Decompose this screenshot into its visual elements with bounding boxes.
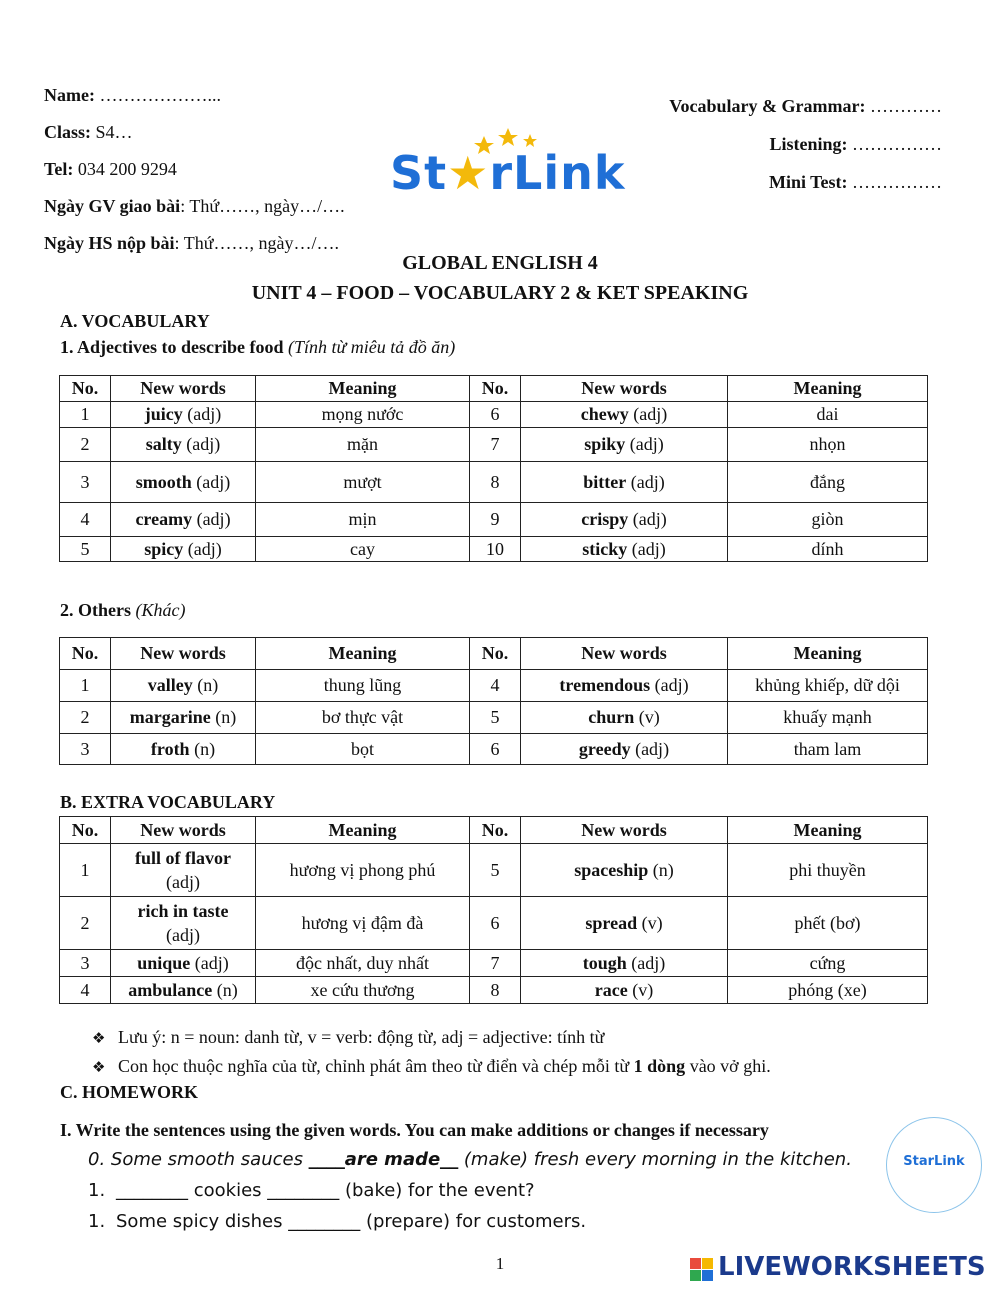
table-cell: 6	[470, 897, 521, 950]
table-cell: nhọn	[728, 428, 928, 462]
table-cell: churn (v)	[521, 702, 728, 734]
table-cell: salty (adj)	[111, 428, 256, 462]
page-number: 1	[495, 1254, 505, 1273]
table-cell: cay	[256, 537, 470, 562]
table-cell: hương vị phong phú	[256, 844, 470, 897]
table-cell: race (v)	[521, 977, 728, 1004]
table-header-cell: No.	[470, 817, 521, 844]
section-c-heading: C. HOMEWORK	[60, 1082, 198, 1102]
table-header-cell: Meaning	[256, 376, 470, 402]
table-cell: thung lũng	[256, 670, 470, 702]
table-header-cell: No.	[470, 638, 521, 670]
table-cell: 7	[470, 950, 521, 977]
table-row	[60, 462, 928, 503]
table-cell: dính	[728, 537, 928, 562]
table-header-row	[60, 376, 928, 402]
unit-title: UNIT 4 – FOOD – VOCABULARY 2 & KET SPEAKING	[251, 282, 749, 304]
starlink-badge: StarLink	[886, 1117, 982, 1213]
table-row	[60, 670, 928, 702]
table-header-cell: New words	[111, 638, 256, 670]
liveworksheets-icon	[690, 1258, 714, 1282]
table-header-cell: No.	[60, 376, 111, 402]
table-cell: 5	[470, 844, 521, 897]
table-cell: 8	[470, 462, 521, 503]
question-1: 1. ________ cookies ________ (bake) for the event?	[88, 1180, 535, 1201]
table-cell: 9	[470, 503, 521, 537]
table-cell: bitter (adj)	[521, 462, 728, 503]
table-cell: 1	[60, 402, 111, 428]
table-cell: creamy (adj)	[111, 503, 256, 537]
table-cell: juicy (adj)	[111, 402, 256, 428]
table-row	[60, 897, 928, 950]
table-cell: bơ thực vật	[256, 702, 470, 734]
name-line: Name: ………………...	[44, 85, 221, 105]
table-cell: 4	[60, 503, 111, 537]
table-cell: 1	[60, 844, 111, 897]
section-a-heading: A. VOCABULARY	[60, 311, 210, 331]
task-instruction: I. Write the sentences using the given words. You can make additions or changes if necessary	[60, 1120, 769, 1140]
table-row	[60, 702, 928, 734]
table-row	[60, 537, 928, 562]
table-header-cell: No.	[470, 376, 521, 402]
table-cell: khủng khiếp, dữ dội	[728, 670, 928, 702]
extra-vocabulary-table	[59, 816, 928, 1004]
table-cell: spiky (adj)	[521, 428, 728, 462]
table-cell: ambulance (n)	[111, 977, 256, 1004]
table-cell: 6	[470, 734, 521, 765]
table-cell: 2	[60, 897, 111, 950]
table-header-cell: New words	[521, 376, 728, 402]
table-header-cell: No.	[60, 638, 111, 670]
table-header-row	[60, 638, 928, 670]
table-cell: cứng	[728, 950, 928, 977]
diamond-bullet-icon: ❖	[92, 1029, 106, 1047]
note-instructions: ❖ Con học thuộc nghĩa của từ, chỉnh phát âm theo từ điển và chép mỗi từ 1 dòng vào vở ghi.	[92, 1056, 771, 1076]
course-title: GLOBAL ENGLISH 4	[402, 252, 598, 274]
table-cell: spicy (adj)	[111, 537, 256, 562]
table-header-cell: Meaning	[728, 638, 928, 670]
table-cell: froth (n)	[111, 734, 256, 765]
table-cell: độc nhất, duy nhất	[256, 950, 470, 977]
assign-date-line: Ngày GV giao bài: Thứ……, ngày…/….	[44, 196, 345, 216]
table-cell: 3	[60, 734, 111, 765]
table-cell: tham lam	[728, 734, 928, 765]
table-row	[60, 402, 928, 428]
table-cell: 4	[60, 977, 111, 1004]
table-cell: đắng	[728, 462, 928, 503]
table-header-cell: New words	[111, 817, 256, 844]
class-line: Class: S4…	[44, 122, 133, 142]
table-cell: mịn	[256, 503, 470, 537]
mini-test-score: Mini Test: ……………	[768, 172, 942, 192]
vocab-grammar-score: Vocabulary & Grammar: …………	[669, 96, 942, 116]
table-cell: 10	[470, 537, 521, 562]
table-cell: unique (adj)	[111, 950, 256, 977]
table-row	[60, 503, 928, 537]
table-header-cell: No.	[60, 817, 111, 844]
table-cell: 7	[470, 428, 521, 462]
table-row	[60, 950, 928, 977]
table-cell: phi thuyền	[728, 844, 928, 897]
table-cell: mặn	[256, 428, 470, 462]
sub-heading-others: 2. Others (Khác)	[60, 600, 186, 620]
table-cell: 4	[470, 670, 521, 702]
table-cell: 5	[470, 702, 521, 734]
table-cell: 6	[470, 402, 521, 428]
others-table	[59, 637, 928, 765]
table-header-cell: New words	[521, 638, 728, 670]
table-cell: sticky (adj)	[521, 537, 728, 562]
table-cell: margarine (n)	[111, 702, 256, 734]
table-cell: chewy (adj)	[521, 402, 728, 428]
table-cell: xe cứu thương	[256, 977, 470, 1004]
tel-line: Tel: 034 200 9294	[44, 159, 177, 179]
table-cell: tremendous (adj)	[521, 670, 728, 702]
table-cell: full of flavor (adj)	[111, 844, 256, 897]
table-cell: phóng (xe)	[728, 977, 928, 1004]
table-cell: 1	[60, 670, 111, 702]
question-2: 1. Some spicy dishes ________ (prepare) for customers.	[88, 1211, 587, 1232]
note-abbreviations: ❖ Lưu ý: n = noun: danh từ, v = verb: động từ, adj = adjective: tính từ	[92, 1027, 605, 1047]
table-cell: tough (adj)	[521, 950, 728, 977]
submit-date-line: Ngày HS nộp bài: Thứ……, ngày…/….	[44, 233, 339, 253]
table-row	[60, 428, 928, 462]
table-cell: 8	[470, 977, 521, 1004]
table-cell: smooth (adj)	[111, 462, 256, 503]
table-header-row	[60, 817, 928, 844]
example-sentence: 0. Some smooth sauces ____are made__ (make) fresh every morning in the kitchen.	[88, 1149, 852, 1170]
table-cell: 3	[60, 950, 111, 977]
table-header-cell: Meaning	[728, 817, 928, 844]
table-header-cell: New words	[111, 376, 256, 402]
table-cell: spaceship (n)	[521, 844, 728, 897]
diamond-bullet-icon: ❖	[92, 1058, 106, 1076]
table-cell: 3	[60, 462, 111, 503]
table-cell: 5	[60, 537, 111, 562]
table-cell: rich in taste (adj)	[111, 897, 256, 950]
table-header-cell: Meaning	[256, 638, 470, 670]
table-row	[60, 844, 928, 897]
table-cell: 2	[60, 702, 111, 734]
adjectives-table	[59, 375, 928, 562]
liveworksheets-watermark: LIVEWORKSHEETS	[690, 1252, 990, 1288]
table-cell: mọng nước	[256, 402, 470, 428]
table-cell: hương vị đậm đà	[256, 897, 470, 950]
section-b-heading: B. EXTRA VOCABULARY	[60, 792, 276, 812]
table-header-cell: Meaning	[256, 817, 470, 844]
table-cell: khuấy mạnh	[728, 702, 928, 734]
table-cell: spread (v)	[521, 897, 728, 950]
table-cell: dai	[728, 402, 928, 428]
sub-heading-adjectives: 1. Adjectives to describe food (Tính từ miêu tả đồ ăn)	[60, 337, 456, 357]
table-cell: crispy (adj)	[521, 503, 728, 537]
listening-score: Listening: ……………	[769, 134, 942, 154]
logo-text: St★rLink	[390, 146, 626, 200]
table-cell: bọt	[256, 734, 470, 765]
table-cell: mượt	[256, 462, 470, 503]
table-cell: giòn	[728, 503, 928, 537]
table-cell: phết (bơ)	[728, 897, 928, 950]
table-cell: greedy (adj)	[521, 734, 728, 765]
table-header-cell: Meaning	[728, 376, 928, 402]
starlink-logo	[390, 126, 630, 206]
table-header-cell: New words	[521, 817, 728, 844]
table-cell: 2	[60, 428, 111, 462]
table-row	[60, 734, 928, 765]
table-cell: valley (n)	[111, 670, 256, 702]
table-row	[60, 977, 928, 1004]
